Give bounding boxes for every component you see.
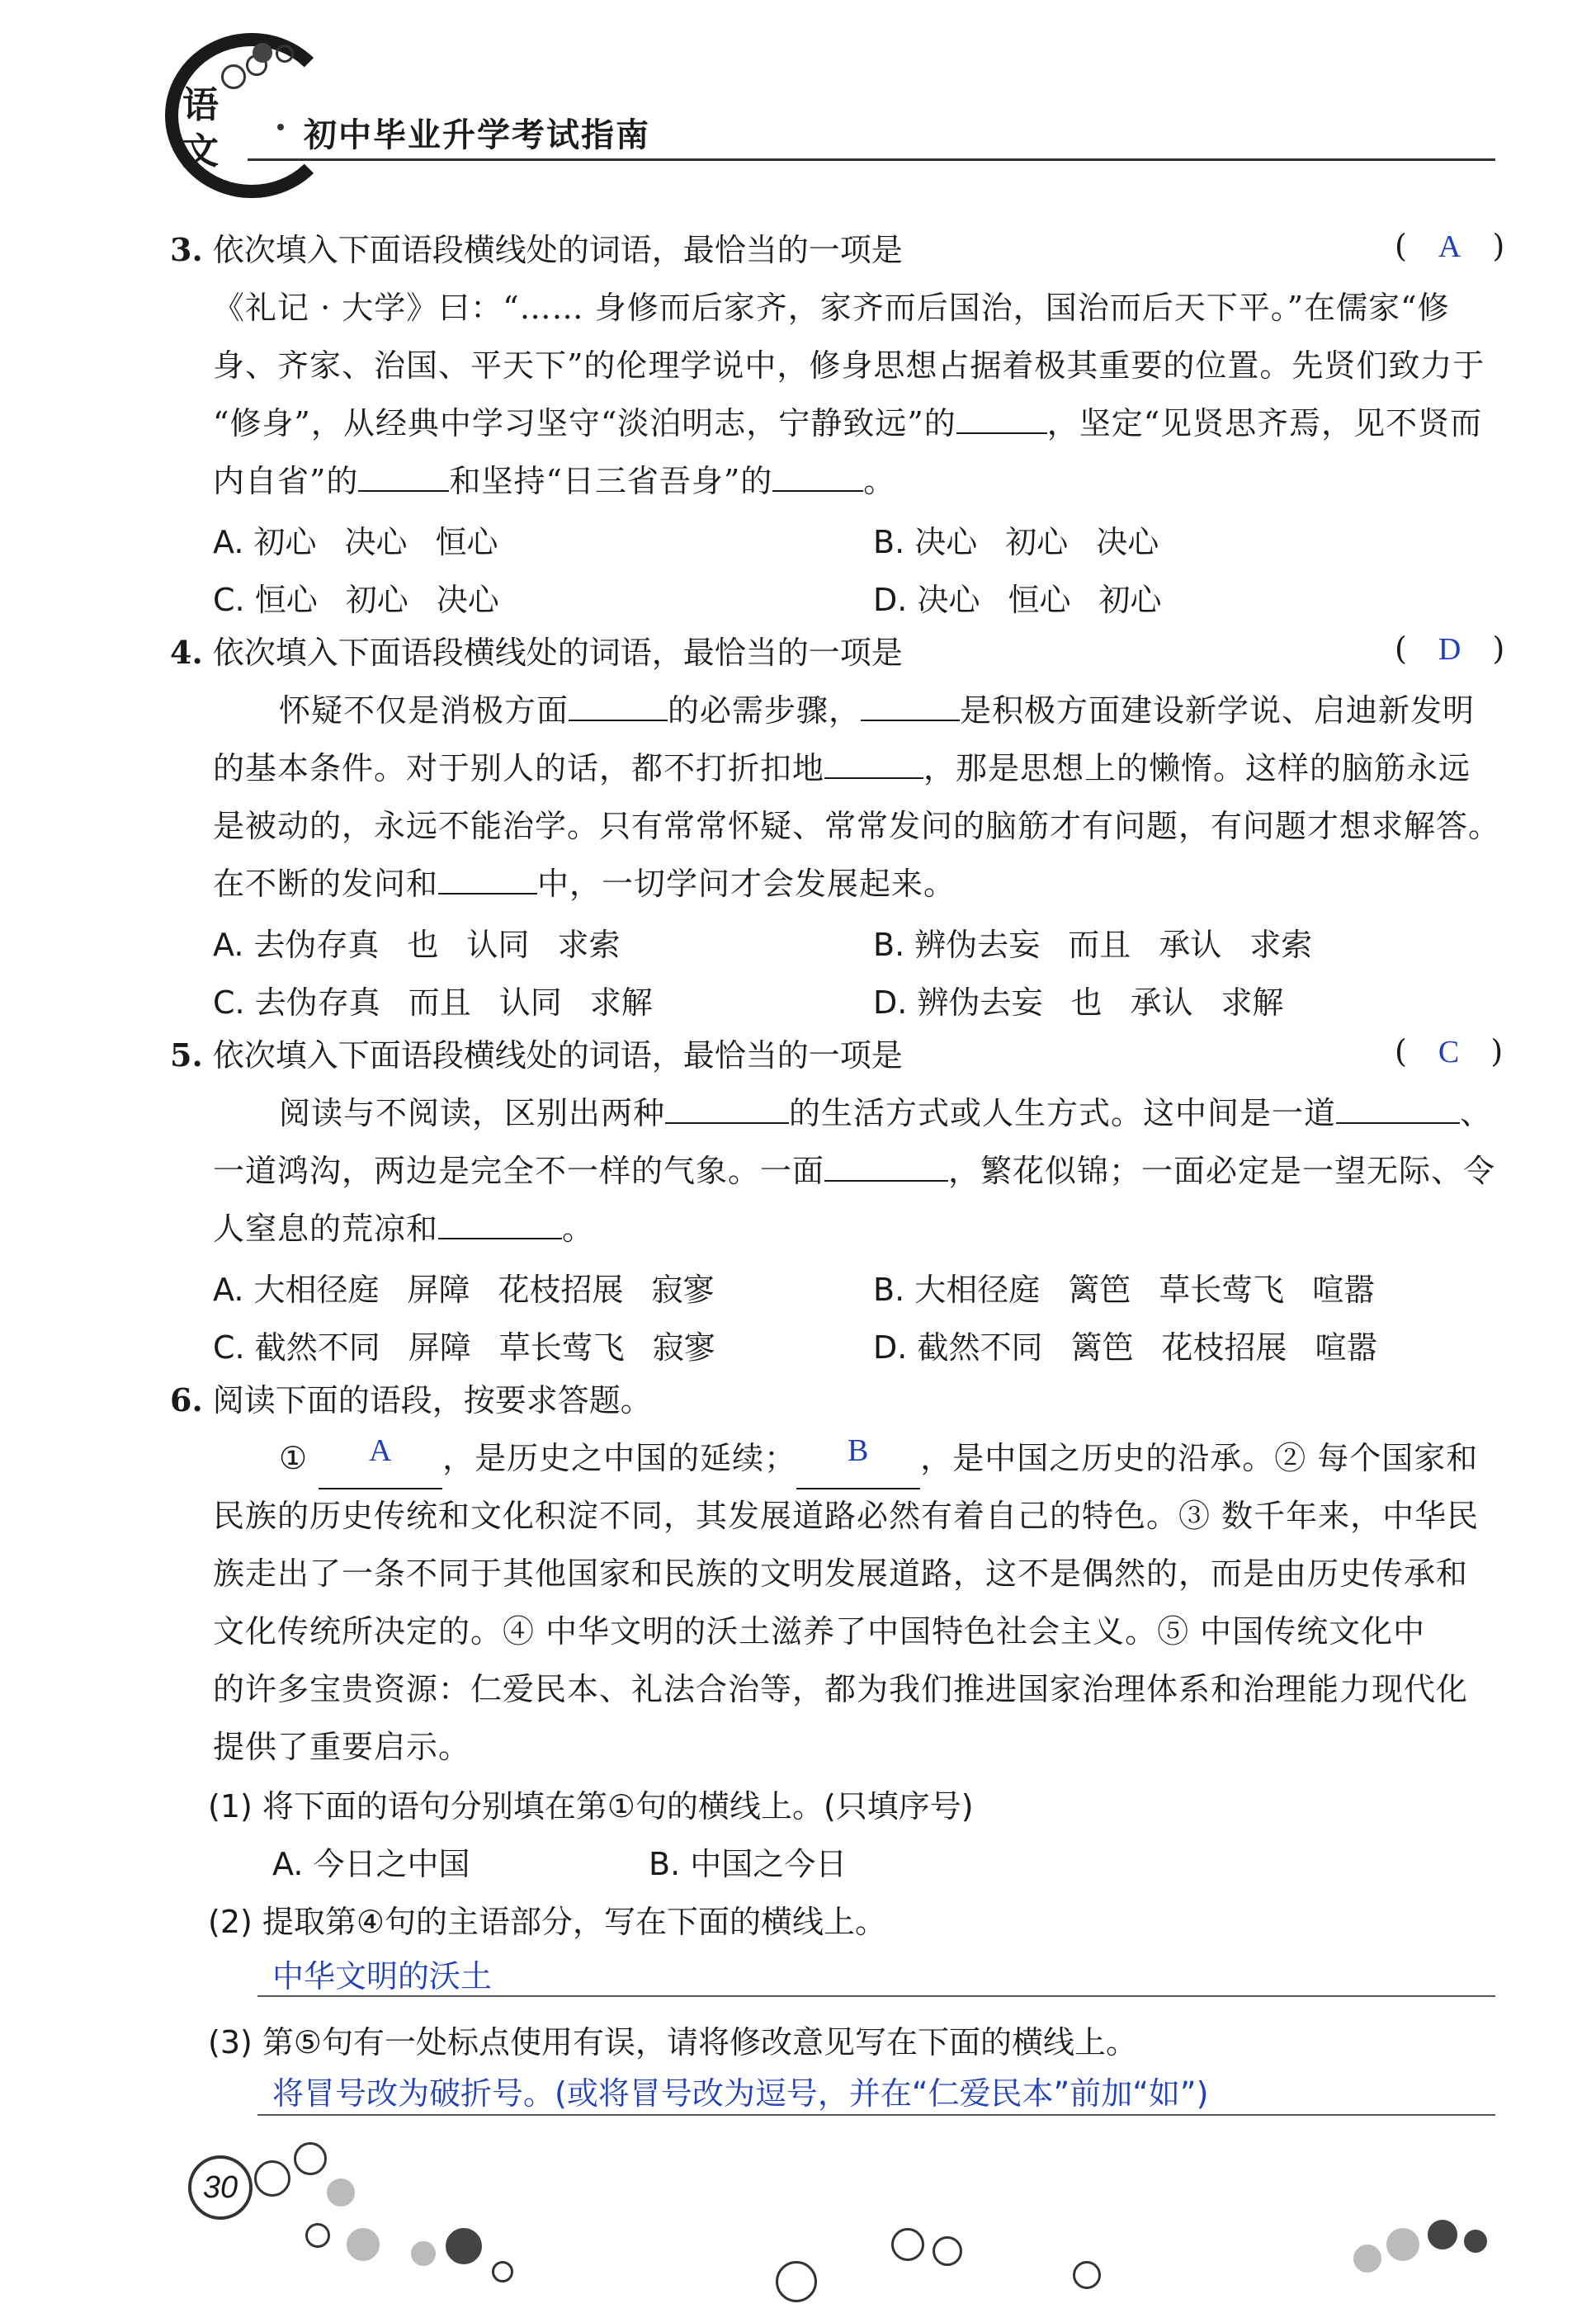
q6-blank-2	[796, 1430, 920, 1489]
q6-para-line-6: 提供了重要启示。	[213, 1729, 471, 1765]
q6-stem-text: 阅读下面的语段，按要求答题。	[212, 1382, 652, 1418]
q3-number: 3.	[170, 231, 203, 268]
q4-number: 4.	[170, 634, 203, 671]
bubble-decoration	[776, 2261, 817, 2302]
q3-para-line-1: 《礼记 · 大学》曰：“…… 身修而后家齐，家齐而后国治，国治而后天下平。”在儒家“修	[213, 290, 1450, 326]
q5-stem-text: 依次填入下面语段横线处的词语，最恰当的一项是	[212, 1037, 903, 1074]
q6-number: 6.	[170, 1381, 203, 1418]
bubble-decoration	[327, 2178, 355, 2207]
q3-option-a: A. 初心 决心 恒心	[213, 524, 498, 560]
q6-sub1-option-a: A. 今日之中国	[272, 1846, 470, 1882]
q3-answer-paren: ( A )	[1395, 228, 1505, 264]
bubble-decoration	[253, 43, 272, 63]
q3-para-text: ，坚定“见贤思齐焉，见不贤而	[1046, 405, 1483, 441]
q6-sub3-answer-line	[257, 2114, 1495, 2116]
q4-blank-2	[861, 692, 960, 721]
q5-stem	[170, 1027, 903, 1084]
q6-stem	[170, 1371, 652, 1429]
q6-sub3-answer: 将冒号改为破折号。(或将冒号改为逗号，并在“仁爱民本”前加“如”)	[272, 2075, 1209, 2112]
bubble-decoration	[1386, 2228, 1419, 2261]
q3-para-text: “修身”，从经典中学习坚守“淡泊明志，宁静致远”的	[213, 405, 956, 441]
q5-para-line-1: 阅读与不阅读，区别出两种 的生活方式或人生方式。这中间是一道 、	[279, 1095, 1493, 1131]
q3-para-line-3	[213, 394, 1482, 452]
q6-blank-2-answer: B	[848, 1433, 870, 1468]
q4-para-line-2: 的基本条件。对于别人的话，都不打折扣地 ，那是思想上的懒惰。这样的脑筋永远	[213, 750, 1471, 786]
q5-option-b: B. 大相径庭 篱笆 草长莺飞 喧嚣	[873, 1272, 1376, 1308]
q6-sub1-prompt: (1) 将下面的语句分别填在第①句的横线上。(只填序号)	[208, 1788, 974, 1824]
q5-blank-2	[1336, 1094, 1460, 1124]
bubble-decoration	[1428, 2220, 1457, 2249]
q6-para-line-4: 文化传统所决定的。④ 中华文明的沃土滋养了中国特色社会主义。⑤ 中国传统文化中	[213, 1613, 1426, 1650]
q3-option-b: B. 决心 初心 决心	[873, 524, 1159, 560]
subject-char-2: 文	[182, 130, 219, 172]
q6-sub2-prompt: (2) 提取第④句的主语部分，写在下面的横线上。	[208, 1904, 886, 1940]
q6-para-line-5: 的许多宝贵资源：仁爱民本、礼法合治等，都为我们推进国家治理体系和治理能力现代化	[213, 1671, 1469, 1707]
q4-answer-paren: ( D )	[1395, 630, 1505, 667]
bubble-decoration	[294, 2142, 327, 2175]
bubble-decoration	[933, 2236, 962, 2266]
q5-number: 5.	[170, 1036, 203, 1074]
q4-para-line-4: 在不断的发问和 中，一切学问才会发展起来。	[213, 866, 956, 902]
q5-para-line-3: 人窒息的荒凉和 。	[213, 1211, 595, 1247]
q4-para-line-1: 怀疑不仅是消极方面 的必需步骤， 是积极方面建设新学说、启迪新发明	[279, 692, 1476, 729]
header-rule	[248, 158, 1495, 161]
q3-option-c: C. 恒心 初心 决心	[213, 582, 499, 618]
q4-stem	[170, 624, 903, 682]
bubble-decoration	[254, 2160, 290, 2197]
q4-option-c: C. 去伪存真 而且 认同 求解	[213, 984, 653, 1021]
q3-para-text: 。	[863, 463, 896, 499]
q5-option-c: C. 截然不同 屏障 草长莺飞 寂寥	[213, 1329, 715, 1366]
q4-para-line-3: 是被动的，永远不能治学。只有常常怀疑、常常发问的脑筋才有问题，有问题才想求解答。	[213, 808, 1501, 844]
q4-option-a: A. 去伪存真 也 认同 求索	[213, 927, 621, 963]
q3-para-text: 和坚持“日三省吾身”的	[449, 463, 773, 499]
q4-option-b: B. 辨伪去妄 而且 承认 求索	[873, 927, 1313, 963]
q5-option-d: D. 截然不同 篱笆 花枝招展 喧嚣	[873, 1329, 1378, 1366]
bubble-decoration	[276, 45, 294, 63]
subject-char-1: 语	[182, 84, 219, 126]
q6-blank-1-answer: A	[368, 1433, 393, 1468]
bubble-decoration	[305, 2223, 330, 2248]
q5-option-a: A. 大相径庭 屏障 花枝招展 寂寥	[213, 1272, 715, 1308]
book-title: 初中毕业升学考试指南	[304, 116, 650, 154]
q5-blank-4	[438, 1210, 562, 1239]
page-number: 30	[188, 2155, 253, 2220]
bubble-decoration	[1353, 2245, 1381, 2273]
bubble-decoration	[221, 64, 246, 89]
bubble-decoration	[347, 2228, 380, 2261]
q3-stem-text: 依次填入下面语段横线处的词语，最恰当的一项是	[212, 232, 903, 268]
header-dot	[277, 124, 284, 130]
q4-answer: D	[1438, 632, 1461, 667]
q5-blank-3	[824, 1152, 948, 1182]
q6-blank-1	[319, 1430, 442, 1489]
q5-answer-paren: ( C )	[1395, 1033, 1504, 1069]
q4-blank-4	[438, 865, 537, 895]
q6-sub2-answer-line	[257, 1995, 1495, 1997]
q3-para-text: 内自省”的	[213, 463, 359, 499]
q3-para-line-4	[213, 452, 895, 510]
q6-para-line-2: 民族的历史传统和文化积淀不同，其发展道路必然有着自己的特色。③ 数千年来，中华民	[213, 1498, 1480, 1534]
q6-para-line-1: ① A ，是历史之中国的延续； B ，是中国之历史的沿承。② 每个国家和	[279, 1429, 1478, 1489]
bubble-decoration	[411, 2241, 436, 2266]
q5-para-line-2: 一道鸿沟，两边是完全不一样的气象。一面 ，繁花似锦；一面必定是一望无际、令	[213, 1153, 1496, 1189]
q3-option-d: D. 决心 恒心 初心	[873, 582, 1162, 618]
subject-label	[180, 83, 221, 175]
q3-answer: A	[1438, 229, 1461, 264]
q4-stem-text: 依次填入下面语段横线处的词语，最恰当的一项是	[212, 635, 903, 671]
bubble-decoration	[1073, 2261, 1101, 2289]
q3-blank-1	[956, 404, 1047, 434]
bubble-decoration	[1464, 2230, 1487, 2253]
q3-blank-3	[772, 462, 863, 492]
bubble-decoration	[891, 2228, 924, 2261]
q3-para-line-2: 身、齐家、治国、平天下”的伦理学说中，修身思想占据着极其重要的位置。先贤们致力于	[213, 347, 1485, 384]
bubble-decoration	[446, 2228, 482, 2264]
q3-blank-2	[358, 462, 449, 492]
q6-sub2-answer: 中华文明的沃土	[272, 1958, 493, 1994]
q6-sub3-prompt: (3) 第⑤句有一处标点使用有误，请将修改意见写在下面的横线上。	[208, 2024, 1137, 2060]
q5-blank-1	[665, 1094, 789, 1124]
q6-para-line-3: 族走出了一条不同于其他国家和民族的文明发展道路，这不是偶然的，而是由历史传承和	[213, 1555, 1469, 1592]
q5-answer: C	[1438, 1035, 1460, 1069]
q4-option-d: D. 辨伪去妄 也 承认 求解	[873, 984, 1284, 1021]
q6-sub1-option-b: B. 中国之今日	[649, 1846, 848, 1882]
q4-blank-3	[824, 749, 923, 779]
q3-stem	[170, 221, 903, 279]
bubble-decoration	[492, 2261, 513, 2282]
q4-blank-1	[569, 692, 668, 721]
